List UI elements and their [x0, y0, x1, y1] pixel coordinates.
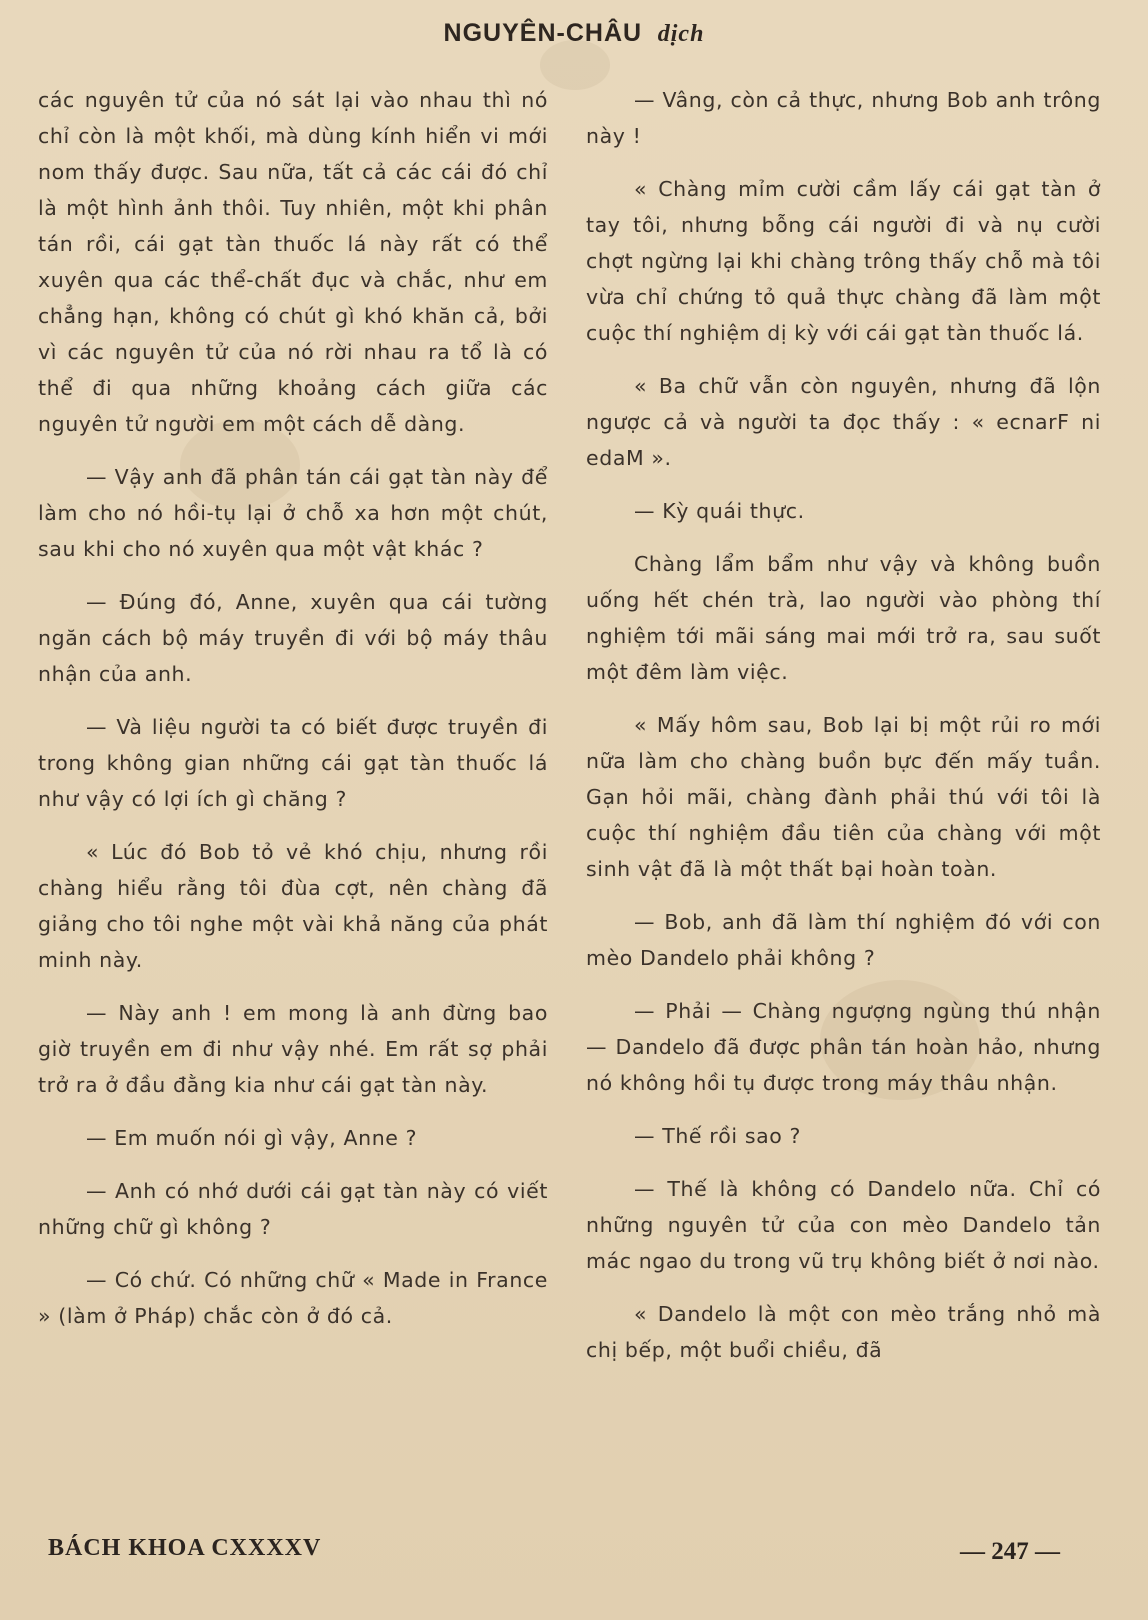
running-header — [0, 18, 1148, 48]
paragraph: — Em muốn nói gì vậy, Anne ? — [86, 1126, 418, 1150]
paragraph: — Đúng đó, Anne, xuyên qua cái tường ngăn cách bộ máy truyền đi với bộ máy thâu nhận của anh. — [38, 590, 548, 686]
paragraph: « Lúc đó Bob tỏ vẻ khó chịu, nhưng rồi chàng hiểu rằng tôi đùa cợt, nên chàng đã giảng cho tôi nghe một vài khả năng của phát minh này. — [38, 840, 548, 972]
left-column — [38, 82, 548, 1351]
paragraph: « Mấy hôm sau, Bob lại bị một rủi ro mới nữa làm cho chàng buồn bực đến mấy tuần. Gạn hỏi mãi, chàng đành phải thú với tôi là cuộc thí nghiệm đầu tiên của chàng với một sinh vật đã là một thất bại hoàn toàn. — [586, 713, 1101, 881]
right-column — [586, 82, 1101, 1385]
paragraph: — Thế rồi sao ? — [634, 1124, 802, 1148]
paragraph: Chàng lẩm bẩm như vậy và không buồn uống hết chén trà, lao người vào phòng thí nghiệm tới mãi sáng mai mới trở ra, sau suốt một đêm làm việc. — [586, 552, 1101, 684]
paragraph: — Kỳ quái thực. — [634, 499, 805, 523]
paragraph: — Thế là không có Dandelo nữa. Chỉ có những nguyên tử của con mèo Dandelo tản mác ngao du trong vũ trụ không biết ở nơi nào. — [586, 1177, 1101, 1273]
page-number: — 247 — — [960, 1538, 1060, 1565]
paragraph: — Phải — Chàng ngượng ngùng thú nhận — Dandelo đã được phân tán hoàn hảo, nhưng nó không hồi tụ được trong máy thâu nhận. — [586, 999, 1101, 1095]
paragraph: « Dandelo là một con mèo trắng nhỏ mà chị bếp, một buổi chiều, đã — [586, 1302, 1101, 1362]
paragraph: các nguyên tử của nó sát lại vào nhau thì nó chỉ còn là một khối, mà dùng kính hiển vi mới nom thấy được. Sau nữa, tất cả các cái đó chỉ là một hình ảnh thôi. Tuy nhiên, một khi phân tán rồi, cái gạt tàn thuốc lá này rất có thể xuyên qua các thể-chất đục và chắc, như em chẳng hạn, không có chút gì khó khăn cả, bởi vì các nguyên tử của nó rời nhau ra tổ là có thể đi qua những khoảng cách giữa các nguyên tử người em một cách dễ dàng. — [38, 88, 548, 436]
paragraph: — Có chứ. Có những chữ « Made in France » (làm ở Pháp) chắc còn ở đó cả. — [38, 1268, 548, 1328]
paragraph: « Ba chữ vẫn còn nguyên, nhưng đã lộn ngược cả và người ta đọc thấy : « ecnarF ni edaM ». — [586, 374, 1101, 470]
translator-name: NGUYÊN-CHÂU — [443, 19, 643, 47]
paragraph: — Này anh ! em mong là anh đừng bao giờ truyền em đi như vậy nhé. Em rất sợ phải trở ra ở đầu đằng kia như cái gạt tàn này. — [38, 1001, 548, 1097]
translator-role: dịch — [657, 21, 705, 47]
paragraph: — Vâng, còn cả thực, nhưng Bob anh trông này ! — [586, 88, 1101, 148]
paragraph: — Vậy anh đã phân tán cái gạt tàn này để làm cho nó hồi-tụ lại ở chỗ xa hơn một chút, sau khi cho nó xuyên qua một vật khác ? — [38, 465, 548, 561]
paragraph: — Bob, anh đã làm thí nghiệm đó với con mèo Dandelo phải không ? — [586, 910, 1101, 970]
paragraph: — Và liệu người ta có biết được truyền đi trong không gian những cái gạt tàn thuốc lá như vậy có lợi ích gì chăng ? — [38, 715, 548, 811]
paragraph: « Chàng mỉm cười cầm lấy cái gạt tàn ở tay tôi, nhưng bỗng cái người đi và nụ cười chợt ngừng lại khi chàng trông thấy chỗ mà tôi vừa chỉ chứng tỏ quả thực chàng đã làm một cuộc thí nghiệm dị kỳ với cái gạt tàn thuốc lá. — [586, 177, 1101, 345]
magazine-issue: BÁCH KHOA CXXXXV — [48, 1535, 322, 1561]
paragraph: — Anh có nhớ dưới cái gạt tàn này có viết những chữ gì không ? — [38, 1179, 548, 1239]
